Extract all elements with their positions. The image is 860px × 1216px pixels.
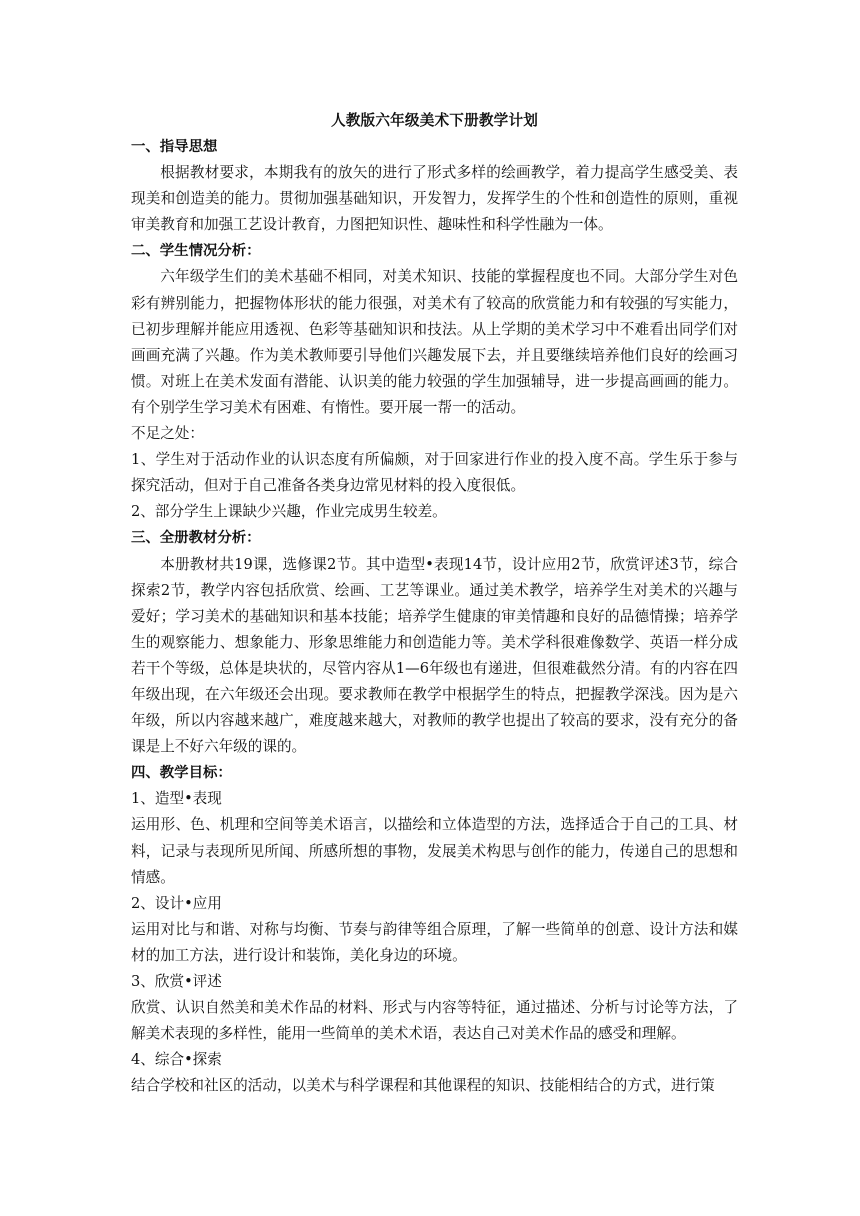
section-goals — [131, 760, 738, 1099]
section-textbook — [131, 525, 738, 760]
guiding-paragraph: 根据教材要求，本期我有的放矢的进行了形式多样的绘画教学，着力提高学生感受美、表现美和创造美的能力。贯彻加强基础知识，开发智力，发挥学生的个性和创造性的原则，重视审美教育和加强工艺设计教育，力图把知识性、趣味性和科学性融为一体。 — [131, 164, 738, 234]
goal-2-label: 2、设计•应用 — [131, 894, 222, 912]
goal-3-label: 3、欣赏•评述 — [131, 973, 222, 990]
section-heading-students: 二、学生情况分析： — [131, 243, 261, 260]
textbook-paragraph: 本册教材共19课，选修课2节。其中造型•表现14节，设计应用2节，欣赏评述3节，综合探索2节，教学内容包括欣赏、绘画、工艺等课业。通过美术教学，培养学生对美术的兴趣与爱好；学习美术的基础知识和基本技能；培养学生健康的审美情趣和良好的品德情操；培养学生的观察能力、想象能力、形象思维能力和创造能力等。美术学科很难像数学、英语一样分成若干个等级，总体是块状的，尽管内容从1—6年级也有递进，但很难截然分清。有的内容在四年级出现，在六年级还会出现。要求教师在教学中根据学生的特点，把握教学深浅。因为是六年级，所以内容越来越广，难度越来越大，对教师的教学也提出了较高的要求，没有充分的备课是上不好六年级的课的。 — [131, 555, 738, 756]
section-heading-guiding: 一、指导思想 — [131, 139, 218, 155]
shortcomings-label: 不足之处： — [131, 425, 204, 443]
students-paragraph: 六年级学生们的美术基础不相同，对美术知识、技能的掌握程度也不同。大部分学生对色彩有辨别能力，把握物体形状的能力很强，对美术有了较高的欣赏能力和有较强的写实能力，已初步理解并能应用透视、色彩等基础知识和技法。从上学期的美术学习中不难看出同学们对画画充满了兴趣。作为美术教师要引导他们兴趣发展下去，并且要继续培养他们良好的绘画习惯。对班上在美术发面有潜能、认识美的能力较强的学生加强辅导，进一步提高画画的能力。有个别学生学习美术有困难、有惰性。要开展一帮一的活动。 — [131, 268, 738, 416]
document-page — [131, 108, 738, 1099]
goal-1-text: 运用形、色、机理和空间等美术语言，以描绘和立体造型的方法，选择适合于自己的工具、材料，记录与表现所见所闻、所感所想的事物，发展美术构思与创作的能力，传递自己的思想和情感。 — [131, 816, 738, 886]
section-heading-goals: 四、教学目标： — [131, 765, 232, 782]
shortcoming-item-2: 2、部分学生上课缺少兴趣，作业完成男生较差。 — [131, 503, 447, 521]
section-guiding — [131, 134, 738, 238]
goal-3-text: 欣赏、认识自然美和美术作品的材料、形式与内容等特征，通过描述、分析与讨论等方法，了解美术表现的多样性，能用一些简单的美术术语，表达自己对美术作品的感受和理解。 — [131, 999, 738, 1043]
document-title: 人教版六年级美术下册教学计划 — [330, 112, 539, 129]
goal-1-label: 1、造型•表现 — [131, 790, 222, 808]
section-students — [131, 238, 738, 525]
goal-4-label: 4、综合•探索 — [131, 1051, 222, 1069]
shortcoming-item-1: 1、学生对于活动作业的认识态度有所偏颇，对于回家进行作业的投入度不高。学生乐于参与探究活动，但对于自己准备各类身边常见材料的投入度很低。 — [131, 451, 738, 495]
goal-2-text: 运用对比与和谐、对称与均衡、节奏与韵律等组合原理，了解一些简单的创意、设计方法和媒材的加工方法，进行设计和装饰，美化身边的环境。 — [131, 920, 738, 964]
section-heading-textbook: 三、全册教材分析： — [131, 530, 261, 547]
goal-4-text: 结合学校和社区的活动，以美术与科学课程和其他课程的知识、技能相结合的方式，进行策 — [131, 1077, 715, 1095]
